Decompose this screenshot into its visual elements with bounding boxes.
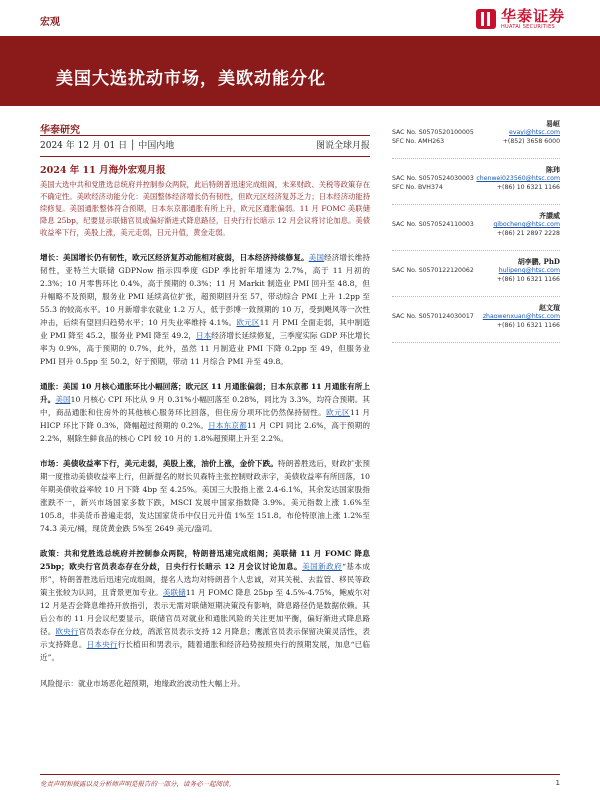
analyst-card [392,300,560,343]
logo [476,8,565,30]
analyst-email[interactable]: hulipeng@htsc.com [498,267,560,274]
analyst-tel: +(86) 10 6321 1166 [496,276,560,283]
inflation-section [40,380,370,445]
analyst-tel: +(86) 10 6321 1166 [496,322,560,329]
market-text: 特朗普胜选后，财政扩张预期一度推动美债收益率上行，但新提名的财长贝森特主张控制财政赤字，美债收益率有所回落，10 年期美债收益率较 10 月下降 4bp 至 4.25%。美国三大股指上涨 2.4-6.1%，其余发达国家股指涨跌不一，新兴市场国家多数下跌，MSCI 发展中国家指数降 3.9%。美元指数上涨 1.6%至 105.8，非美货币普遍走弱，发达国家货币中仅日元升值 1%至 151.8。布伦特原油上涨 1.2%至 74.3 美元/桶，现货黄金跌 5%至 2649 美元/盎司。 [40,459,371,533]
market-heading: 市场：美债收益率下行，美元走弱，美股上涨，油价上涨，金价下跌。 [40,459,278,468]
analyst-sac: SAC No. S0570520100005 [392,129,474,136]
analyst-name: 陈玮 [546,165,560,174]
analyst-email[interactable]: qibocheng@htsc.com [493,221,560,228]
analyst-tel: +(852) 3658 6000 [502,138,560,145]
market-section [40,457,370,535]
analyst-name: 齐譞威 [539,211,560,220]
analyst-sac: SAC No. S0570122120062 [392,267,474,274]
policy-text-4: 行长植田和男表示，随着通胀和经济趋势按照央行的预期发展，加息“已临近”。 [40,640,370,662]
inflation-link-us[interactable]: 美国 [55,395,71,404]
inflation-text: 10 月核心 CPI 环比从 9 月 0.31%小幅回落至 0.28%，同比为 3.3%，均符合预期。其中，商品通胀和住房外的其他核心服务环比回落，但住房分项环比仍然保持韧性。 [40,395,371,417]
analyst-name: 赵文瑄 [539,303,560,312]
report-title: 美国大选扰动市场，美欧动能分化 [56,69,326,89]
analyst-panel [392,116,560,346]
huatai-logo-icon [476,9,496,29]
inflation-link-eu[interactable]: 欧元区 [326,408,350,417]
logo-cn: 华泰证券 [501,7,566,25]
footer-divider [40,774,560,775]
growth-text: 经济增长维持韧性，亚特兰大联储 GDPNow 指示四季度 GDP 季比折年增速为 2.7%，高于 11 月初的 2.3%；10 月零售环比 0.4%，高于预期的 0.3%；11 月 Markit 制造业 PMI 回升至 48.8，但升幅略不及预期，服务业 PMI 延续高位扩张，超预期回升至 57，带动综合 PMI 上升 1.2pp 至 55.3 的较高水平。10 月新增非农就业 1.2 万人，低于彭博一致预期的 10 万，受到飓风等一次性冲击，后续有望回归趋势水平；10 月失业率维持 4.1%。 [40,253,371,327]
analyst-name: 易峘 [546,119,560,128]
section-tag: 宏观 [40,17,60,28]
analyst-card [392,208,560,251]
analyst-sac: SAC No. S0570524030003 [392,175,474,182]
analyst-email[interactable]: zhaowenxuan@htsc.com [482,313,560,320]
footer-disclaimer: 免责声明和披露以及分析师声明是报告的一部分，请务必一起阅读。 [40,780,235,788]
analyst-email[interactable]: chenwei023560@htsc.com [476,175,560,182]
risk-warning: 风险提示：就业市场恶化超预期，地缘政治波动性大幅上升。 [40,679,246,688]
meta-line [40,135,370,157]
policy-link-gov[interactable]: 美国新政府 [302,562,343,571]
main-content [40,162,370,689]
analyst-sfc: SFC No. BVH374 [392,184,443,191]
policy-link-fed[interactable]: 美联储 [162,588,186,597]
org-name: 华泰研究 [40,125,80,136]
policy-link-ecb[interactable]: 欧央行 [55,627,79,636]
growth-heading: 增长：美国增长仍有韧性，欧元区经济复苏动能相对疲弱，日本经济持续修复。 [40,253,309,262]
growth-link-eu[interactable]: 欧元区 [236,318,260,327]
growth-link-us[interactable]: 美国 [308,253,325,262]
analyst-name: 胡李鹏, PhD [517,257,560,266]
top-band [0,0,600,36]
page-number: 1 [555,779,560,787]
logo-en: HUATAI SECURITIES [501,24,555,30]
inflation-text-3: 11 月 CPI 同比 2.6%，高于预期的 2.2%，剔除生鲜食品的核心 CPI 较 10 月的 1.8%超预期上升至 2.2%。 [40,421,370,443]
policy-section [40,547,370,664]
growth-link-jp[interactable]: 日本 [196,331,212,340]
inflation-text-2: 11 月 HICP 环比下降 0.3%，降幅超过预期的 0.2%。 [40,408,371,430]
policy-heading: 政策：共和党胜选总统府并控制参众两院，特朗普迅速完成组阁；美联储 11 月 FOMC 降息 25bp；欧央行官员表态存在分歧，日央行行长暗示 12 月会议讨论加息。 [40,549,370,571]
growth-section [40,251,370,368]
analyst-card [392,254,560,297]
analyst-card [392,116,560,159]
policy-text: “基本成形”，特朗普胜选后迅速完成组阁，提名人选均对特朗普个人忠诚，对其关税、去监管、移民等政策主张较为认同，且背景更加专业。 [40,562,371,597]
growth-text-2: 11 月 PMI 全面走弱，其中制造业 PMI 降至 45.2，服务业 PMI 降至 49.2， [40,318,371,340]
analyst-sfc: SFC No. AMH263 [392,138,445,145]
policy-text-2: 11 月 FOMC 降息 25bp 至 4.5%-4.75%，鲍威尔对 12 月是否会降息维持开放指引，表示无需对联储短期决策没有影响，降息路径仍是数据依赖。其后公布的 11 月会议纪要显示，联储官员对就业和通胀风险的关注更加平衡，偏好渐进式降息路径。 [40,588,371,636]
policy-text-3: 官员表态存在分歧，鸽派官员表示支持 12 月降息；鹰派官员表示保留决策灵活性，表示支持降息。 [40,627,370,649]
analyst-tel: +(86) 21 2897 2228 [496,230,560,237]
analyst-card [392,162,560,205]
date-region: 2024 年 12 月 01 日 │ 中国内地 [40,141,175,151]
policy-link-boj[interactable]: 日本央行 [86,640,118,649]
analyst-email[interactable]: evayi@htsc.com [509,129,560,136]
inflation-heading: 通胀：美国 10 月核心通胀环比小幅回落；欧元区 11 月通胀偏弱；日本东京都 11 月通胀有所上升。 [40,382,370,404]
summary-title: 2024 年 11 月海外宏观月报 [40,165,166,176]
analyst-sac: SAC No. S0570524110003 [392,221,474,228]
summary-text: 美国大选中共和党胜选总统府并控制参众两院，此后特朗普迅速完成组阁，未来财政、关税等政策存在不确定性。美欧经济动能分化：美国整体经济增长仍有韧性，但欧元区经济复苏乏力；日本经济动能持续修复。美国通胀整体符合预期，日本东京都通胀有所上升，欧元区通胀偏弱。11 月 FOMC 美联储降息 25bp，纪要显示联储官员或偏好渐进式降息路径，日央行行长暗示 12 月会议将讨论加息。美债收益率下行，美股上涨，美元走弱，日元升值，黄金走弱。 [40,180,370,237]
growth-text-3: 经济增长延续修复，三季度实际 GDP 环比增长率为 0.9%，高于预期的 0.7%，此外，虽然 11 月制造业 PMI 下降 0.2pp 至 49，但服务业 PMI 回升 0.5pp 至 50.2，好于预期，带动 11 月综合 PMI 升至 49.8。 [40,331,371,366]
report-type: 图说全球月报 [315,141,370,151]
inflation-link-tokyo[interactable]: 日本东京都 [208,421,247,430]
analyst-sac: SAC No. S0570124030017 [392,313,474,320]
analyst-tel: +(86) 10 6321 1166 [496,184,560,191]
